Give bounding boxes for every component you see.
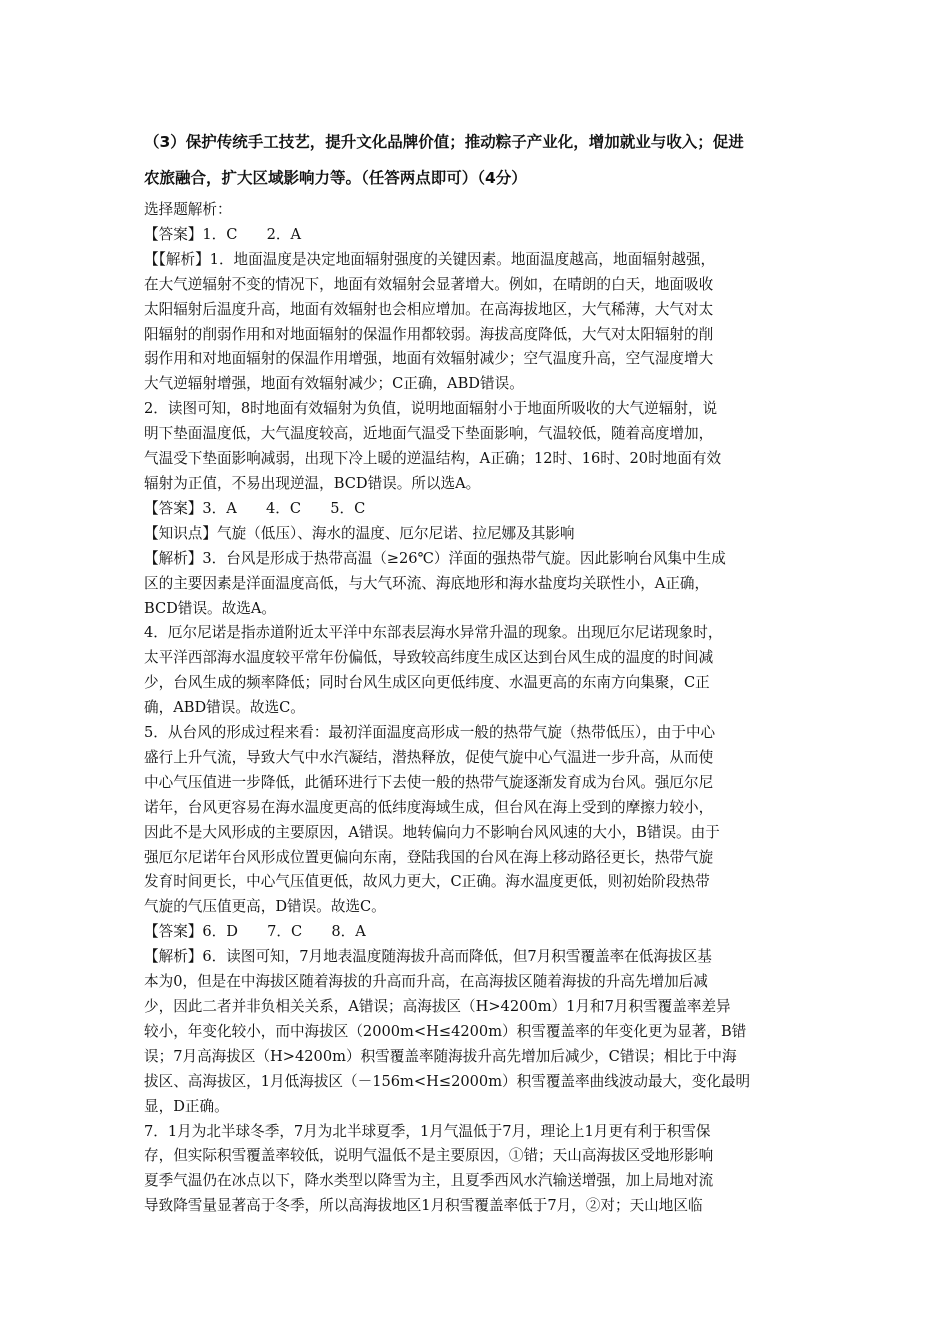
text-line: 大气逆辐射增强，地面有效辐射减少；C正确，ABD错误。 — [144, 375, 524, 393]
text-line: 【解析】6．读图可知，7月地表温度随海拔升高而降低，但7月积雪覆盖率在低海拔区基 — [144, 948, 712, 966]
text-line: 太平洋西部海水温度较平常年份偏低，导致较高纬度生成区达到台风生成的温度的时间减 — [144, 649, 714, 667]
text-line: 【答案】6．D 7．C 8．A — [144, 923, 366, 941]
answer-part3-block — [144, 124, 824, 196]
text-line: 确，ABD错误。故选C。 — [144, 699, 305, 717]
text-line: 显，D正确。 — [144, 1097, 229, 1115]
text-line: 气温受下垫面影响减弱，出现下冷上暖的逆温结构，A正确；12时、16时、20时地面有效 — [144, 450, 722, 468]
text-line: 本为0，但是在中海拔区随着海拔的升高而升高，在高海拔区随着海拔的升高先增加后减 — [144, 973, 708, 991]
text-line: 较小，年变化较小，而中海拔区（2000m<H≤4200m）积雪覆盖率的年变化更为显著，B错 — [144, 1022, 747, 1040]
text-line: BCD错误。故选A。 — [144, 599, 276, 617]
text-line: 4．厄尔尼诺是指赤道附近太平洋中东部表层海水异常升温的现象。出现厄尔尼诺现象时， — [144, 624, 723, 642]
text-line: 辐射为正值，不易出现逆温，BCD错误。所以选A。 — [144, 474, 481, 492]
text-line: 太阳辐射后温度升高，地面有效辐射也会相应增加。在高海拔地区，大气稀薄，大气对太 — [144, 300, 714, 318]
text-line: 【答案】3．A 4．C 5．C — [144, 499, 366, 517]
text-line: 在大气逆辐射不变的情况下，地面有效辐射会显著增大。例如，在晴朗的白天，地面吸收 — [144, 275, 714, 293]
text-line: 【知识点】气旋（低压）、海水的温度、厄尔尼诺、拉尼娜及其影响 — [144, 524, 575, 542]
text-line: 【答案】1．C 2．A — [144, 225, 302, 243]
text-line: 2．读图可知，8时地面有效辐射为负值，说明地面辐射小于地面所吸收的大气逆辐射，说 — [144, 400, 718, 418]
text-line: （3）保护传统手工技艺，提升文化品牌价值；推动粽子产业化，增加就业与收入；促进 — [144, 133, 744, 151]
text-line: 强厄尔尼诺年台风形成位置更偏向东南，登陆我国的台风在海上移动路径更长，热带气旋 — [144, 848, 714, 866]
text-line: 存，但实际积雪覆盖率较低，说明气温低不是主要原因，①错；天山高海拔区受地形影响 — [144, 1147, 714, 1165]
section-heading: 选择题解析： — [144, 201, 232, 218]
document-page — [144, 124, 824, 1219]
text-line: 7．1月为北半球冬季，7月为北半球夏季，1月气温低于7月，理论上1月更有利于积雪保 — [144, 1122, 711, 1140]
text-line: 夏季气温仍在冰点以下，降水类型以降雪为主，且夏季西风水汽输送增强，加上局地对流 — [144, 1172, 714, 1190]
text-line: 明下垫面温度低，大气温度较高，近地面气温受下垫面影响，气温较低，随着高度增加， — [144, 425, 714, 443]
text-line: 发育时间更长，中心气压值更低，故风力更大，C正确。海水温度更低，则初始阶段热带 — [144, 873, 710, 891]
text-line: 少，台风生成的频率降低；同时台风生成区向更低纬度、水温更高的东南方向集聚，C正 — [144, 674, 710, 692]
text-line: 少，因此二者并非负相关关系，A错误；高海拔区（H>4200m）1月和7月积雪覆盖率差异 — [144, 998, 731, 1015]
text-line: 误；7月高海拔区（H>4200m）积雪覆盖率随海拔升高先增加后减少，C错误；相比于中海 — [144, 1047, 737, 1065]
text-line: 农旅融合，扩大区域影响力等。（任答两点即可）（4分） — [144, 169, 527, 187]
text-line: 气旋的气压值更高，D错误。故选C。 — [144, 898, 386, 916]
text-line: 【【解析】1．地面温度是决定地面辐射强度的关键因素。地面温度越高，地面辐射越强， — [144, 250, 716, 268]
text-line: 拔区、高海拔区，1月低海拔区（－156m<H≤2000m）积雪覆盖率曲线波动最大，变化最明 — [144, 1072, 751, 1090]
analysis-section — [144, 198, 824, 1219]
text-line: 导致降雪量显著高于冬季，所以高海拔地区1月积雪覆盖率低于7月，②对；天山地区临 — [144, 1197, 703, 1215]
text-line: 5．从台风的形成过程来看：最初洋面温度高形成一般的热带气旋（热带低压），由于中心 — [144, 724, 716, 742]
text-line: 中心气压值进一步降低，此循环进行下去使一般的热带气旋逐渐发育成为台风。强厄尔尼 — [144, 773, 714, 791]
text-line: 盛行上升气流，导致大气中水汽凝结，潜热释放，促使气旋中心气温进一步升高，从而使 — [144, 748, 714, 766]
text-line: 区的主要因素是洋面温度高低，与大气环流、海底地形和海水盐度均关联性小，A正确， — [144, 574, 710, 592]
text-line: 因此不是大风形成的主要原因，A错误。地转偏向力不影响台风风速的大小，B错误。由于 — [144, 823, 720, 841]
text-line: 弱作用和对地面辐射的保温作用增强，地面有效辐射减少；空气温度升高，空气湿度增大 — [144, 350, 714, 368]
text-line: 阳辐射的削弱作用和对地面辐射的保温作用都较弱。海拔高度降低，大气对太阳辐射的削 — [144, 325, 714, 343]
text-line: 诺年，台风更容易在海水温度更高的低纬度海域生成，但台风在海上受到的摩擦力较小， — [144, 798, 714, 816]
text-line: 【解析】3．台风是形成于热带高温（≥26℃）洋面的强热带气旋。因此影响台风集中生成 — [144, 549, 726, 567]
